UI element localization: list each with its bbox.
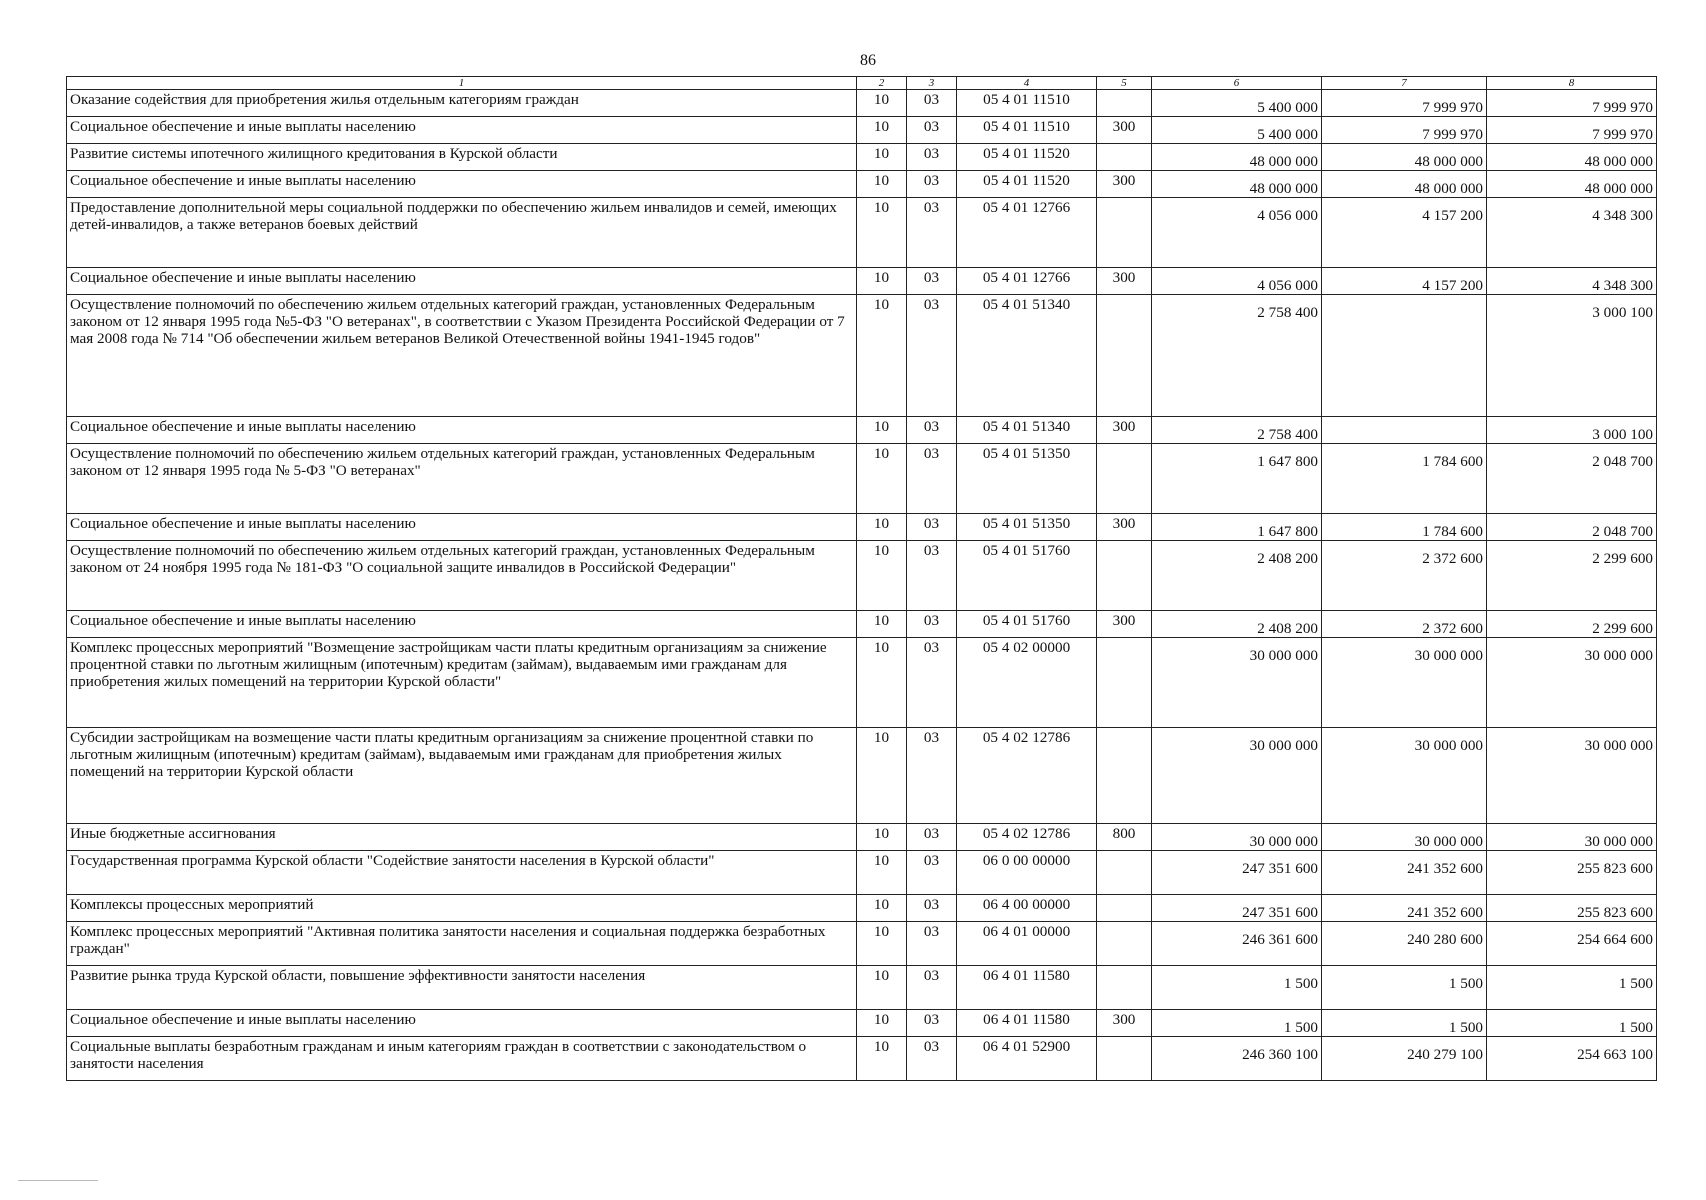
row-amount-col7-cell [1322,851,1487,895]
header-cell-8: 8 [1487,77,1657,90]
row-subsection-cell: 03 [907,895,957,922]
row-amount-col7-cell [1322,895,1487,922]
row-amount-col6-cell [1152,171,1322,198]
amount-value: 255 823 600 [1577,904,1653,921]
amount-value: 3 000 100 [1592,426,1653,443]
row-amount-col8-cell [1487,444,1657,514]
header-cell-3: 3 [907,77,957,90]
amount-value: 247 351 600 [1242,904,1318,921]
amount-value: 4 056 000 [1257,277,1318,294]
row-subsection-cell: 03 [907,144,957,171]
row-amount-col6-cell [1152,851,1322,895]
row-expense-type-cell [1097,541,1152,611]
row-amount-col8-cell [1487,541,1657,611]
row-target-article-cell: 06 0 00 00000 [957,851,1097,895]
row-name-cell: Социальное обеспечение и иные выплаты населению [67,514,857,541]
amount-value: 7 999 970 [1592,126,1653,143]
row-subsection-cell: 03 [907,728,957,824]
row-subsection-cell: 03 [907,611,957,638]
amount-value: 2 758 400 [1257,426,1318,443]
row-target-article-cell: 05 4 01 51350 [957,514,1097,541]
table-row [67,966,1657,1010]
row-amount-col8-cell [1487,966,1657,1010]
table-row [67,1037,1657,1081]
row-target-article-cell: 06 4 01 11580 [957,966,1097,1010]
amount-value: 7 999 970 [1422,99,1483,116]
amount-value: 2 372 600 [1422,550,1483,567]
table-row [67,1010,1657,1037]
header-cell-6: 6 [1152,77,1322,90]
row-amount-col6-cell [1152,514,1322,541]
amount-value: 246 360 100 [1242,1046,1318,1063]
row-section-cell: 10 [857,966,907,1010]
amount-value: 2 048 700 [1592,453,1653,470]
row-section-cell: 10 [857,444,907,514]
row-amount-col6-cell [1152,611,1322,638]
row-section-cell: 10 [857,90,907,117]
row-amount-col8-cell [1487,268,1657,295]
table-row [67,824,1657,851]
table-row [67,728,1657,824]
row-amount-col7-cell [1322,417,1487,444]
amount-value: 48 000 000 [1249,180,1318,197]
amount-value: 30 000 000 [1584,647,1653,664]
row-section-cell: 10 [857,895,907,922]
amount-value: 5 400 000 [1257,99,1318,116]
row-amount-col8-cell [1487,1010,1657,1037]
amount-value: 1 500 [1618,1019,1653,1036]
row-amount-col8-cell [1487,417,1657,444]
row-target-article-cell: 05 4 01 11510 [957,117,1097,144]
row-expense-type-cell [1097,638,1152,728]
amount-value: 30 000 000 [1249,833,1318,850]
row-subsection-cell: 03 [907,417,957,444]
row-target-article-cell: 05 4 01 51350 [957,444,1097,514]
row-expense-type-cell [1097,1037,1152,1081]
row-section-cell: 10 [857,268,907,295]
row-expense-type-cell: 300 [1097,611,1152,638]
row-section-cell: 10 [857,638,907,728]
amount-value: 7 999 970 [1592,99,1653,116]
row-subsection-cell: 03 [907,824,957,851]
amount-value: 48 000 000 [1584,180,1653,197]
row-section-cell: 10 [857,728,907,824]
row-target-article-cell: 06 4 01 52900 [957,1037,1097,1081]
amount-value: 30 000 000 [1584,737,1653,754]
row-name-cell: Социальные выплаты безработным гражданам и иным категориям граждан в соответствии с законодательством о занятости населения [67,1037,857,1081]
row-target-article-cell: 06 4 01 11580 [957,1010,1097,1037]
row-amount-col7-cell [1322,444,1487,514]
amount-value: 48 000 000 [1414,180,1483,197]
row-amount-col8-cell [1487,1037,1657,1081]
table-row [67,268,1657,295]
row-name-cell: Иные бюджетные ассигнования [67,824,857,851]
amount-value: 241 352 600 [1407,904,1483,921]
row-amount-col7-cell [1322,117,1487,144]
row-subsection-cell: 03 [907,851,957,895]
row-amount-col8-cell [1487,824,1657,851]
row-amount-col8-cell [1487,728,1657,824]
amount-value: 2 758 400 [1257,304,1318,321]
amount-value: 30 000 000 [1249,647,1318,664]
row-amount-col6-cell [1152,444,1322,514]
row-subsection-cell: 03 [907,268,957,295]
row-amount-col7-cell [1322,268,1487,295]
row-amount-col6-cell [1152,824,1322,851]
row-subsection-cell: 03 [907,922,957,966]
row-expense-type-cell: 300 [1097,514,1152,541]
row-expense-type-cell: 300 [1097,171,1152,198]
header-cell-7: 7 [1322,77,1487,90]
table-row [67,144,1657,171]
row-section-cell: 10 [857,1010,907,1037]
row-amount-col7-cell [1322,90,1487,117]
row-name-cell: Развитие системы ипотечного жилищного кредитования в Курской области [67,144,857,171]
row-subsection-cell: 03 [907,1037,957,1081]
table-row [67,171,1657,198]
amount-value: 2 408 200 [1257,550,1318,567]
row-amount-col6-cell [1152,638,1322,728]
header-cell-5: 5 [1097,77,1152,90]
amount-value: 254 663 100 [1577,1046,1653,1063]
amount-value: 240 280 600 [1407,931,1483,948]
table-row [67,117,1657,144]
row-target-article-cell: 05 4 01 11520 [957,144,1097,171]
table-row [67,895,1657,922]
row-amount-col7-cell [1322,611,1487,638]
header-cell-4: 4 [957,77,1097,90]
table-row [67,444,1657,514]
row-amount-col6-cell [1152,1010,1322,1037]
row-name-cell: Осуществление полномочий по обеспечению жильем отдельных категорий граждан, установленных Федеральным законом от 12 января 1995 года №5-ФЗ "О ветеранах", в соответствии с Указом Президента Российской Федерации от 7 мая 2008 года № 714 "Об обеспечении жильем ветеранов Великой Отечественной войны 1941-1945 годов" [67,295,857,417]
amount-value: 1 500 [1448,975,1483,992]
row-name-cell: Развитие рынка труда Курской области, повышение эффективности занятости населения [67,966,857,1010]
amount-value: 30 000 000 [1414,833,1483,850]
row-name-cell: Социальное обеспечение и иные выплаты населению [67,171,857,198]
row-amount-col6-cell [1152,922,1322,966]
amount-value: 4 157 200 [1422,277,1483,294]
row-target-article-cell: 05 4 01 12766 [957,198,1097,268]
row-name-cell: Социальное обеспечение и иные выплаты населению [67,117,857,144]
row-subsection-cell: 03 [907,1010,957,1037]
row-expense-type-cell: 800 [1097,824,1152,851]
amount-value: 1 500 [1618,975,1653,992]
row-section-cell: 10 [857,824,907,851]
row-section-cell: 10 [857,1037,907,1081]
row-amount-col8-cell [1487,171,1657,198]
row-expense-type-cell [1097,90,1152,117]
row-target-article-cell: 05 4 02 12786 [957,824,1097,851]
table-row [67,198,1657,268]
row-amount-col7-cell [1322,966,1487,1010]
row-name-cell: Комплексы процессных мероприятий [67,895,857,922]
amount-value: 240 279 100 [1407,1046,1483,1063]
amount-value: 2 299 600 [1592,550,1653,567]
row-target-article-cell: 06 4 01 00000 [957,922,1097,966]
row-section-cell: 10 [857,541,907,611]
budget-table [66,76,1657,1081]
row-amount-col8-cell [1487,922,1657,966]
amount-value: 1 784 600 [1422,523,1483,540]
amount-value: 30 000 000 [1584,833,1653,850]
row-amount-col7-cell [1322,638,1487,728]
amount-value: 1 647 800 [1257,453,1318,470]
header-cell-2: 2 [857,77,907,90]
row-target-article-cell: 05 4 02 12786 [957,728,1097,824]
row-amount-col8-cell [1487,895,1657,922]
amount-value: 30 000 000 [1414,737,1483,754]
row-name-cell: Оказание содействия для приобретения жилья отдельным категориям граждан [67,90,857,117]
row-section-cell: 10 [857,851,907,895]
row-expense-type-cell [1097,444,1152,514]
amount-value: 254 664 600 [1577,931,1653,948]
row-section-cell: 10 [857,611,907,638]
row-amount-col8-cell [1487,144,1657,171]
row-name-cell: Комплекс процессных мероприятий "Активная политика занятости населения и социальная поддержка безработных граждан" [67,922,857,966]
table-row [67,90,1657,117]
row-target-article-cell: 05 4 01 51760 [957,611,1097,638]
row-name-cell: Осуществление полномочий по обеспечению жильем отдельных категорий граждан, установленных Федеральным законом от 24 ноября 1995 года № 181-ФЗ "О социальной защите инвалидов в Российской Федерации" [67,541,857,611]
row-amount-col7-cell [1322,514,1487,541]
row-subsection-cell: 03 [907,444,957,514]
row-subsection-cell: 03 [907,514,957,541]
amount-value: 1 500 [1448,1019,1483,1036]
row-section-cell: 10 [857,514,907,541]
row-subsection-cell: 03 [907,638,957,728]
row-section-cell: 10 [857,295,907,417]
row-expense-type-cell [1097,728,1152,824]
row-amount-col6-cell [1152,90,1322,117]
row-subsection-cell: 03 [907,171,957,198]
row-amount-col7-cell [1322,824,1487,851]
row-section-cell: 10 [857,198,907,268]
amount-value: 4 348 300 [1592,277,1653,294]
amount-value: 255 823 600 [1577,860,1653,877]
row-amount-col8-cell [1487,295,1657,417]
row-section-cell: 10 [857,417,907,444]
amount-value: 30 000 000 [1414,647,1483,664]
amount-value: 2 299 600 [1592,620,1653,637]
amount-value: 4 348 300 [1592,207,1653,224]
table-row [67,541,1657,611]
amount-value: 1 500 [1283,1019,1318,1036]
row-target-article-cell: 05 4 01 51340 [957,295,1097,417]
row-expense-type-cell: 300 [1097,1010,1152,1037]
row-name-cell: Субсидии застройщикам на возмещение части платы кредитным организациям за снижение процентной ставки по льготным жилищным (ипотечным) кредитам (займам), выдаваемым ими гражданам для приобретения жилых помещений на территории Курской области [67,728,857,824]
row-expense-type-cell [1097,851,1152,895]
row-name-cell: Предоставление дополнительной меры социальной поддержки по обеспечению жильем инвалидов и семей, имеющих детей-инвалидов, а также ветеранов боевых действий [67,198,857,268]
row-name-cell: Социальное обеспечение и иные выплаты населению [67,611,857,638]
row-expense-type-cell [1097,144,1152,171]
row-amount-col6-cell [1152,117,1322,144]
amount-value: 7 999 970 [1422,126,1483,143]
amount-value: 1 500 [1283,975,1318,992]
row-amount-col6-cell [1152,895,1322,922]
table-row [67,611,1657,638]
row-target-article-cell: 05 4 02 00000 [957,638,1097,728]
row-amount-col7-cell [1322,198,1487,268]
amount-value: 1 784 600 [1422,453,1483,470]
amount-value: 3 000 100 [1592,304,1653,321]
row-amount-col6-cell [1152,144,1322,171]
row-expense-type-cell [1097,198,1152,268]
row-expense-type-cell [1097,922,1152,966]
row-amount-col7-cell [1322,728,1487,824]
amount-value: 241 352 600 [1407,860,1483,877]
page-number: 86 [860,52,876,69]
amount-value: 5 400 000 [1257,126,1318,143]
row-expense-type-cell: 300 [1097,117,1152,144]
table-row [67,851,1657,895]
row-section-cell: 10 [857,144,907,171]
row-subsection-cell: 03 [907,117,957,144]
row-subsection-cell: 03 [907,541,957,611]
row-expense-type-cell: 300 [1097,268,1152,295]
amount-value: 4 056 000 [1257,207,1318,224]
row-section-cell: 10 [857,171,907,198]
table-row [67,295,1657,417]
row-subsection-cell: 03 [907,966,957,1010]
row-section-cell: 10 [857,117,907,144]
row-subsection-cell: 03 [907,198,957,268]
row-amount-col8-cell [1487,611,1657,638]
row-target-article-cell: 05 4 01 51340 [957,417,1097,444]
row-name-cell: Социальное обеспечение и иные выплаты населению [67,268,857,295]
scan-artifact [18,1180,98,1181]
row-target-article-cell: 05 4 01 12766 [957,268,1097,295]
amount-value: 4 157 200 [1422,207,1483,224]
row-target-article-cell: 06 4 00 00000 [957,895,1097,922]
amount-value: 1 647 800 [1257,523,1318,540]
row-amount-col7-cell [1322,295,1487,417]
row-section-cell: 10 [857,922,907,966]
row-amount-col7-cell [1322,171,1487,198]
row-subsection-cell: 03 [907,295,957,417]
row-name-cell: Социальное обеспечение и иные выплаты населению [67,1010,857,1037]
row-expense-type-cell: 300 [1097,417,1152,444]
row-expense-type-cell [1097,295,1152,417]
table-row [67,638,1657,728]
amount-value: 2 408 200 [1257,620,1318,637]
row-target-article-cell: 05 4 01 11510 [957,90,1097,117]
table-row [67,514,1657,541]
amount-value: 247 351 600 [1242,860,1318,877]
row-name-cell: Комплекс процессных мероприятий "Возмещение застройщикам части платы кредитным организациям за снижение процентной ставки по льготным жилищным (ипотечным) кредитам (займам), выдаваемым ими гражданам для приобретения жилых помещений на территории Курской области" [67,638,857,728]
amount-value: 2 372 600 [1422,620,1483,637]
row-amount-col8-cell [1487,851,1657,895]
table-header-row [67,77,1657,90]
row-amount-col6-cell [1152,1037,1322,1081]
row-amount-col7-cell [1322,541,1487,611]
table-row [67,922,1657,966]
row-amount-col8-cell [1487,638,1657,728]
row-amount-col6-cell [1152,541,1322,611]
row-expense-type-cell [1097,966,1152,1010]
row-amount-col6-cell [1152,198,1322,268]
row-amount-col8-cell [1487,514,1657,541]
amount-value: 2 048 700 [1592,523,1653,540]
row-target-article-cell: 05 4 01 11520 [957,171,1097,198]
row-amount-col6-cell [1152,728,1322,824]
row-amount-col7-cell [1322,1010,1487,1037]
row-amount-col6-cell [1152,268,1322,295]
row-amount-col7-cell [1322,144,1487,171]
row-expense-type-cell [1097,895,1152,922]
amount-value: 246 361 600 [1242,931,1318,948]
row-amount-col7-cell [1322,1037,1487,1081]
table-row [67,417,1657,444]
row-name-cell: Осуществление полномочий по обеспечению жильем отдельных категорий граждан, установленных Федеральным законом от 12 января 1995 года № 5-ФЗ "О ветеранах" [67,444,857,514]
amount-value: 48 000 000 [1584,153,1653,170]
header-cell-1: 1 [67,77,857,90]
amount-value: 48 000 000 [1249,153,1318,170]
amount-value: 30 000 000 [1249,737,1318,754]
row-amount-col8-cell [1487,117,1657,144]
row-amount-col8-cell [1487,90,1657,117]
row-name-cell: Государственная программа Курской области "Содействие занятости населения в Курской области" [67,851,857,895]
row-name-cell: Социальное обеспечение и иные выплаты населению [67,417,857,444]
row-amount-col6-cell [1152,966,1322,1010]
row-amount-col6-cell [1152,417,1322,444]
row-subsection-cell: 03 [907,90,957,117]
amount-value: 48 000 000 [1414,153,1483,170]
row-amount-col7-cell [1322,922,1487,966]
row-target-article-cell: 05 4 01 51760 [957,541,1097,611]
row-amount-col8-cell [1487,198,1657,268]
row-amount-col6-cell [1152,295,1322,417]
